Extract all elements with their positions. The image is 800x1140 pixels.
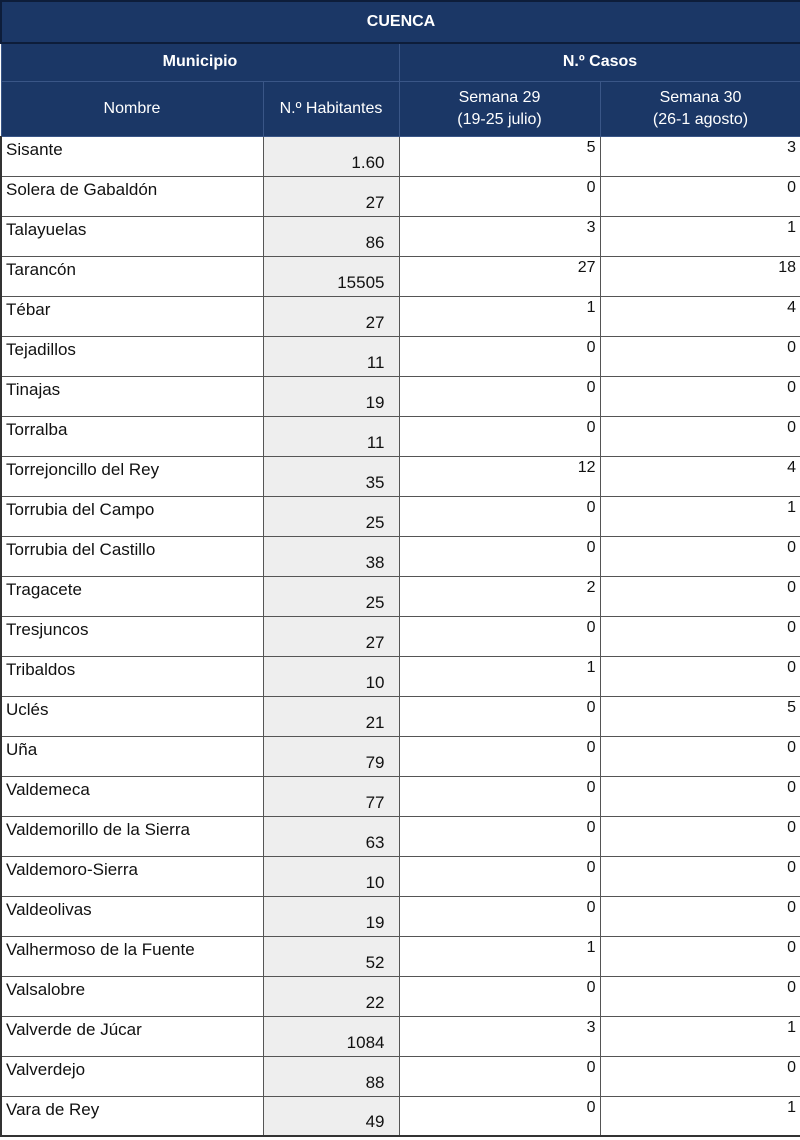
cell-habitantes: 27 — [263, 616, 399, 656]
cell-habitantes: 19 — [263, 376, 399, 416]
cell-nombre: Tarancón — [1, 256, 263, 296]
table-row — [1, 776, 800, 816]
cell-semana-30: 0 — [600, 536, 800, 576]
cell-semana-30: 0 — [600, 376, 800, 416]
cell-nombre: Tragacete — [1, 576, 263, 616]
cell-semana-30: 18 — [600, 256, 800, 296]
cell-semana-29: 2 — [399, 576, 600, 616]
cell-habitantes: 1084 — [263, 1016, 399, 1056]
cell-semana-30: 0 — [600, 736, 800, 776]
cell-semana-29: 3 — [399, 1016, 600, 1056]
cell-semana-29: 0 — [399, 1056, 600, 1096]
table-row — [1, 336, 800, 376]
cell-nombre: Valdemeca — [1, 776, 263, 816]
cell-nombre: Tribaldos — [1, 656, 263, 696]
cell-semana-29: 0 — [399, 336, 600, 376]
column-header-habitantes: N.º Habitantes — [263, 81, 399, 136]
cell-semana-29: 1 — [399, 296, 600, 336]
table-body — [1, 136, 800, 1136]
cell-semana-29: 0 — [399, 896, 600, 936]
cell-nombre: Tejadillos — [1, 336, 263, 376]
cell-semana-30: 0 — [600, 896, 800, 936]
cell-nombre: Tébar — [1, 296, 263, 336]
cell-habitantes: 1.60 — [263, 136, 399, 176]
cell-habitantes: 22 — [263, 976, 399, 1016]
table-row — [1, 656, 800, 696]
cell-habitantes: 27 — [263, 296, 399, 336]
cell-semana-29: 0 — [399, 176, 600, 216]
column-header-nombre: Nombre — [1, 81, 263, 136]
cell-nombre: Tinajas — [1, 376, 263, 416]
cell-habitantes: 11 — [263, 416, 399, 456]
cell-semana-30: 4 — [600, 296, 800, 336]
cell-habitantes: 79 — [263, 736, 399, 776]
column-header-semana-30 — [600, 81, 800, 136]
cell-nombre: Torrubia del Castillo — [1, 536, 263, 576]
cell-semana-29: 1 — [399, 656, 600, 696]
cell-semana-30: 0 — [600, 856, 800, 896]
table-row — [1, 816, 800, 856]
semana-30-dates: (26-1 agosto) — [652, 110, 749, 128]
cell-nombre: Sisante — [1, 136, 263, 176]
cell-semana-29: 0 — [399, 736, 600, 776]
cell-nombre: Valdemoro-Sierra — [1, 856, 263, 896]
table-row — [1, 736, 800, 776]
cell-habitantes: 27 — [263, 176, 399, 216]
cell-semana-30: 1 — [600, 216, 800, 256]
table-row — [1, 1096, 800, 1136]
cell-habitantes: 19 — [263, 896, 399, 936]
cell-habitantes: 25 — [263, 576, 399, 616]
cell-semana-30: 0 — [600, 416, 800, 456]
cell-habitantes: 10 — [263, 656, 399, 696]
table-row — [1, 936, 800, 976]
cell-nombre: Torrejoncillo del Rey — [1, 456, 263, 496]
cell-semana-30: 1 — [600, 1096, 800, 1136]
cell-nombre: Valdemorillo de la Sierra — [1, 816, 263, 856]
table-row — [1, 256, 800, 296]
cell-semana-29: 0 — [399, 496, 600, 536]
cell-nombre: Uña — [1, 736, 263, 776]
cell-habitantes: 35 — [263, 456, 399, 496]
table-row — [1, 536, 800, 576]
cell-semana-29: 5 — [399, 136, 600, 176]
table-row — [1, 1056, 800, 1096]
cell-semana-30: 0 — [600, 176, 800, 216]
cell-habitantes: 49 — [263, 1096, 399, 1136]
table-row — [1, 136, 800, 176]
cell-habitantes: 52 — [263, 936, 399, 976]
table-row — [1, 376, 800, 416]
semana-29-label: Semana 29 — [458, 88, 541, 106]
table-row — [1, 296, 800, 336]
cell-semana-30: 1 — [600, 1016, 800, 1056]
cell-semana-29: 0 — [399, 376, 600, 416]
cell-semana-29: 12 — [399, 456, 600, 496]
cell-semana-30: 0 — [600, 576, 800, 616]
cell-semana-29: 0 — [399, 616, 600, 656]
cell-habitantes: 15505 — [263, 256, 399, 296]
cell-nombre: Solera de Gabaldón — [1, 176, 263, 216]
table-row — [1, 1016, 800, 1056]
cell-semana-29: 27 — [399, 256, 600, 296]
semana-30-label: Semana 30 — [659, 88, 742, 106]
cell-semana-30: 0 — [600, 816, 800, 856]
cell-semana-29: 0 — [399, 536, 600, 576]
table-row — [1, 216, 800, 256]
cell-semana-29: 0 — [399, 816, 600, 856]
cell-habitantes: 25 — [263, 496, 399, 536]
cell-semana-29: 0 — [399, 976, 600, 1016]
semana-29-dates: (19-25 julio) — [457, 110, 542, 128]
table-row — [1, 176, 800, 216]
cell-habitantes: 63 — [263, 816, 399, 856]
cell-semana-30: 4 — [600, 456, 800, 496]
cell-semana-29: 1 — [399, 936, 600, 976]
cell-semana-30: 1 — [600, 496, 800, 536]
table-row — [1, 416, 800, 456]
cell-habitantes: 10 — [263, 856, 399, 896]
table-row — [1, 896, 800, 936]
table-row — [1, 576, 800, 616]
cell-semana-30: 0 — [600, 976, 800, 1016]
cell-habitantes: 88 — [263, 1056, 399, 1096]
group-header-casos: N.º Casos — [399, 43, 800, 81]
cell-semana-30: 0 — [600, 336, 800, 376]
cell-habitantes: 86 — [263, 216, 399, 256]
cell-nombre: Valverdejo — [1, 1056, 263, 1096]
cell-habitantes: 77 — [263, 776, 399, 816]
group-header-municipio: Municipio — [1, 43, 399, 81]
table-row — [1, 496, 800, 536]
cell-habitantes: 21 — [263, 696, 399, 736]
cell-semana-30: 5 — [600, 696, 800, 736]
cell-nombre: Valhermoso de la Fuente — [1, 936, 263, 976]
table-title: CUENCA — [1, 1, 800, 43]
table-row — [1, 456, 800, 496]
cell-semana-30: 0 — [600, 936, 800, 976]
cell-nombre: Valdeolivas — [1, 896, 263, 936]
cell-semana-30: 0 — [600, 616, 800, 656]
table-row — [1, 696, 800, 736]
cell-semana-29: 3 — [399, 216, 600, 256]
cell-nombre: Valverde de Júcar — [1, 1016, 263, 1056]
cell-semana-29: 0 — [399, 416, 600, 456]
cell-habitantes: 11 — [263, 336, 399, 376]
column-header-semana-29 — [399, 81, 600, 136]
cell-semana-29: 0 — [399, 696, 600, 736]
cell-semana-30: 0 — [600, 1056, 800, 1096]
cell-habitantes: 38 — [263, 536, 399, 576]
cell-semana-29: 0 — [399, 856, 600, 896]
cell-semana-30: 3 — [600, 136, 800, 176]
cell-nombre: Torrubia del Campo — [1, 496, 263, 536]
cell-nombre: Talayuelas — [1, 216, 263, 256]
cell-semana-30: 0 — [600, 656, 800, 696]
cell-semana-29: 0 — [399, 1096, 600, 1136]
cell-nombre: Tresjuncos — [1, 616, 263, 656]
cell-nombre: Valsalobre — [1, 976, 263, 1016]
table-row — [1, 856, 800, 896]
table-row — [1, 976, 800, 1016]
cell-semana-30: 0 — [600, 776, 800, 816]
table-row — [1, 616, 800, 656]
cell-nombre: Vara de Rey — [1, 1096, 263, 1136]
cell-nombre: Uclés — [1, 696, 263, 736]
cell-nombre: Torralba — [1, 416, 263, 456]
cell-semana-29: 0 — [399, 776, 600, 816]
